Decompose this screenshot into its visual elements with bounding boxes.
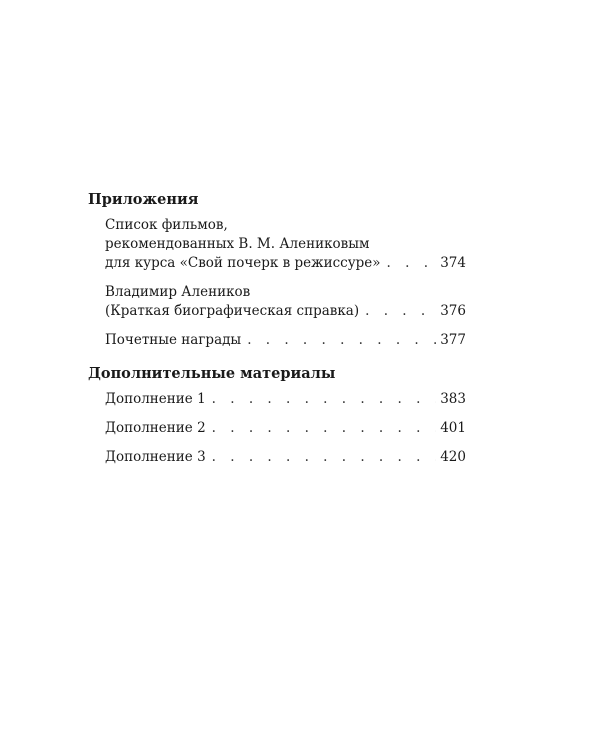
toc-entry-line (105, 216, 466, 235)
dot-leader (365, 302, 436, 321)
dot-leader (212, 419, 437, 438)
toc-entry-line (105, 235, 466, 254)
section-title-additional-materials: Дополнительные материалы (88, 365, 336, 382)
dot-leader (247, 331, 436, 350)
dot-leader (387, 254, 437, 273)
toc-entry-text: Владимир Алеников (105, 284, 251, 300)
toc-entry-line (105, 302, 466, 321)
toc-entry-biography[interactable] (105, 283, 466, 321)
toc-entry-text: Список фильмов, (105, 217, 228, 233)
toc-entry-awards[interactable] (105, 331, 466, 350)
toc-entry-text: Почетные награды (105, 332, 242, 348)
page-number: 376 (440, 303, 466, 319)
toc-entry-line (105, 419, 466, 438)
toc-entry-line (105, 448, 466, 467)
toc-entry-addendum-1[interactable] (105, 390, 466, 409)
toc-entry-film-list[interactable] (105, 216, 466, 273)
toc-entry-text: Дополнение 2 (105, 420, 206, 436)
toc-entry-addendum-3[interactable] (105, 448, 466, 467)
toc-entry-text: (Краткая биографическая справка) (105, 303, 360, 319)
page-number: 401 (440, 420, 466, 436)
toc-entry-line (105, 331, 466, 350)
section-title-appendices: Приложения (88, 191, 199, 208)
page-number: 374 (440, 255, 466, 271)
toc-entry-line (105, 390, 466, 409)
dot-leader (212, 448, 437, 467)
dot-leader (212, 390, 437, 409)
toc-entry-line (105, 283, 466, 302)
page-number: 420 (440, 449, 466, 465)
toc-entry-line (105, 254, 466, 273)
page-number: 383 (440, 391, 466, 407)
toc-entry-text: для курса «Свой почерк в режиссуре» (105, 255, 381, 271)
toc-entry-addendum-2[interactable] (105, 419, 466, 438)
toc-entry-text: Дополнение 3 (105, 449, 206, 465)
toc-entry-text: рекомендованных В. М. Алениковым (105, 236, 370, 252)
toc-entry-text: Дополнение 1 (105, 391, 206, 407)
page-number: 377 (440, 332, 466, 348)
table-of-contents (88, 190, 466, 477)
